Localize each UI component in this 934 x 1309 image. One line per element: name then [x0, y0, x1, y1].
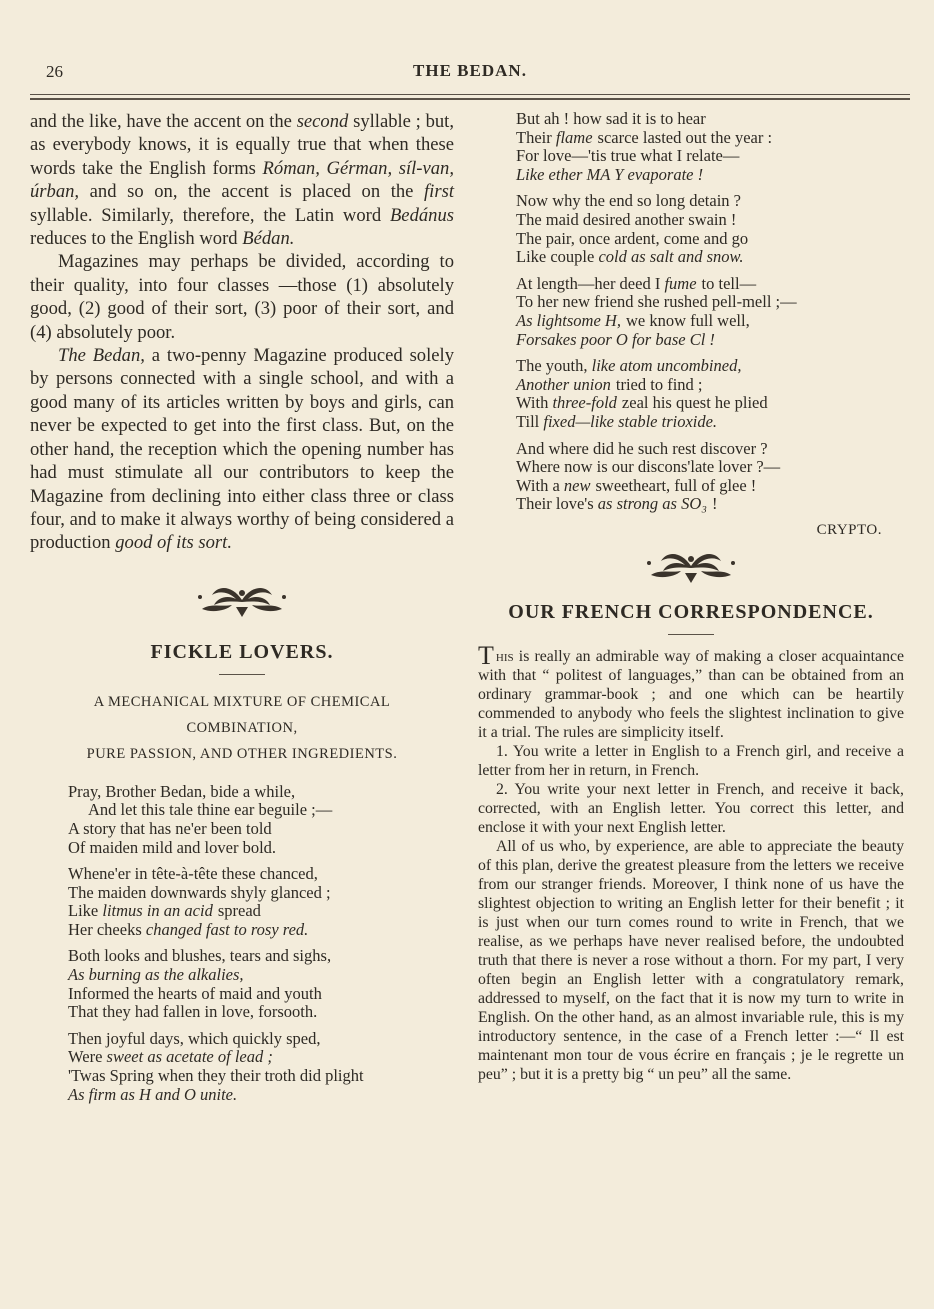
text-run: Her cheeks [68, 919, 146, 939]
italic-text-run: Róman, Gérman, síl-van, úrban, [30, 157, 454, 203]
poem-line [516, 129, 904, 148]
text-run: For love—'tis true what I relate— [516, 146, 740, 166]
editorial-paragraph [30, 110, 454, 250]
poem-subtitle [30, 689, 454, 767]
poem-line [68, 1030, 454, 1049]
italic-text-run: second [296, 111, 349, 132]
text-run: zeal his quest he plied [621, 393, 768, 413]
editorial-paragraph [30, 344, 454, 555]
text-run: ! [711, 494, 718, 514]
text-run: Of maiden mild and lover bold. [68, 837, 277, 857]
text-run: a two-penny Magazine produced solely by persons connected with a single school, and with a good many of its articles written by boys and girls, can never be expected to get into the first class. But, on the other hand, the reception which the opening number has had must stimulate all our contributors to keep the Magazine from declining into either class three or class four, and to make it always worthy of being considered a production [30, 345, 454, 554]
poem-line [516, 192, 904, 211]
poem-stanza [516, 192, 904, 266]
poem-line [516, 230, 904, 249]
poem-line [516, 211, 904, 230]
poem-line [516, 458, 904, 477]
italic-text-run: fume [664, 273, 697, 293]
italic-text-run: Bédan. [242, 228, 295, 250]
italic-text-run: sweet as acetate of lead ; [106, 1047, 273, 1067]
text-run: and so on, the accent is placed on the [79, 181, 425, 203]
italic-text-run: as strong as SO₃ [597, 494, 707, 514]
italic-text-run: first [424, 181, 454, 203]
paragraph-text: is really an admirable way of making a closer acquaintance with that “ politest of languages,” than can be obtained from an ordinary grammar-book ; and one which can be heartily commended to anybody who feels the slightest inclination to give it a trial. The rules are simplicity itself. [478, 647, 904, 741]
fleuron-ornament-icon [641, 545, 741, 587]
text-run: scarce lasted out the year : [597, 127, 773, 147]
poem-line [516, 376, 904, 395]
left-column [30, 110, 454, 1112]
text-run: Now why the end so long detain ? [516, 191, 741, 211]
poem-line [68, 865, 454, 884]
poem-line [68, 1003, 454, 1022]
poem-line [68, 902, 454, 921]
italic-text-run: As burning as the alkalies, [68, 965, 244, 985]
poem-line [68, 985, 454, 1004]
poem-stanza [516, 357, 904, 431]
poem-line [68, 801, 454, 820]
poem-line [516, 477, 904, 496]
drop-cap: T [478, 640, 494, 670]
poem-subtitle-line: PURE PASSION, AND OTHER INGREDIENTS. [86, 745, 398, 762]
text-run: Informed the hearts of maid and youth [68, 983, 322, 1003]
text-run: Like couple [516, 247, 599, 267]
italic-text-run: changed fast to rosy red. [145, 919, 309, 939]
italic-text-run: three-fold [552, 393, 617, 413]
poem-line [68, 884, 454, 903]
italic-text-run: litmus in an acid [102, 901, 213, 921]
italic-text-run: Like ether MA Y evaporate ! [516, 164, 704, 184]
text-run: reduces to the English word [30, 228, 243, 250]
text-run: Pray, Brother Bedan, bide a while, [68, 781, 296, 801]
text-run: Their [516, 127, 556, 147]
italic-text-run: Another union [516, 374, 611, 394]
poem-line [516, 331, 904, 350]
poem-line [68, 820, 454, 839]
poem-line [516, 110, 904, 129]
page-number: 26 [46, 62, 63, 81]
text-run: we know full well, [625, 310, 750, 330]
text-run: With [516, 393, 553, 413]
section-title: OUR FRENCH CORRESPONDENCE. [508, 600, 874, 623]
text-run: Magazines may perhaps be divided, according to their quality, into four classes —those (1) absolutely good, (2) good of their sort, (3) poor of their sort, and (4) absolutely poor. [30, 251, 454, 343]
poem-line [516, 413, 904, 432]
text-run: The maiden downwards shyly glanced ; [68, 882, 331, 902]
text-run: Like [68, 901, 103, 921]
text-run: Both looks and blushes, tears and sighs, [68, 946, 332, 966]
poem-line [68, 839, 454, 858]
poem-stanza [68, 865, 454, 939]
article-paragraph [478, 640, 904, 742]
poem-stanza [68, 947, 454, 1021]
text-run: The pair, once ardent, come and go [516, 228, 749, 248]
text-run: tried to find ; [615, 374, 703, 394]
poem-stanza [68, 783, 454, 857]
poem-line [516, 166, 904, 185]
header-rule-thick [30, 98, 910, 100]
poem-subtitle-line: A MECHANICAL MIXTURE OF CHEMICAL [93, 693, 391, 710]
right-column [478, 110, 904, 1084]
poem-line [68, 1048, 454, 1067]
poem-stanza [68, 1030, 454, 1104]
text-run: To her new friend she rushed pell-mell ;— [516, 292, 797, 312]
correspondence-article [478, 640, 904, 1084]
poem-stanzas [30, 783, 454, 1105]
poem-line [516, 147, 904, 166]
poem-stanza [516, 110, 904, 184]
poem-line [68, 1067, 454, 1086]
italic-text-run: new [563, 475, 591, 495]
editorial-paragraph [30, 250, 454, 344]
text-run: 'Twas Spring when they their troth did plight [68, 1066, 364, 1086]
poem-stanza [516, 440, 904, 514]
poem-stanza [516, 275, 904, 349]
italic-text-run: The Bedan, [58, 345, 145, 367]
italic-text-run: cold as salt and snow. [598, 247, 744, 267]
text-run: The youth, [516, 356, 592, 376]
poem-signature: CRYPTO. [816, 521, 882, 538]
italic-text-run: flame [555, 127, 593, 147]
text-run: Their love's [516, 494, 598, 514]
text-run: Where now is our discons'late lover ?— [516, 457, 781, 477]
article-paragraph: 1. You write a letter in English to a French girl, and receive a letter from her in return, in French. [478, 742, 904, 779]
text-run: At length—her deed I [516, 273, 665, 293]
poem-continuation [478, 110, 904, 514]
poem-line [516, 495, 904, 514]
fleuron-ornament-icon [192, 579, 292, 621]
poem-subtitle-line: COMBINATION, [186, 719, 298, 736]
editorial-text [30, 110, 454, 555]
article-paragraph: All of us who, by experience, are able to appreciate the beauty of this plan, derive the greatest pleasure from the letters we receive from our stranger friends. Moreover, I think none of us have the slightest objection to writing an English letter for their benefit ; it is just when our turn comes round to write in French, that we realise, as we perhaps have never realised before, the undoubted truth that there is never a rose without a thorn. For my part, I very often begin an English letter with a congratulatory remark, addressed to myself, on the fact that it is now my turn to write in English. On the other hand, as an almost invariable rule, this is my introductory sentence, in the case of a French letter :—“ Il est maintenant mon tour de vous écrire en français ; je le regrette un peu” ; but it is a pretty big “ un peu” all the same. [478, 837, 904, 1083]
header-rule-thin [30, 94, 910, 95]
poem-line [516, 312, 904, 331]
italic-text-run: Forsakes poor O for base Cl ! [516, 329, 715, 349]
poem-line [68, 947, 454, 966]
italic-text-run: like atom uncombined, [591, 356, 742, 376]
poem-line [68, 921, 454, 940]
text-run: And let this tale thine ear beguile ;— [88, 800, 333, 820]
text-run: That they had fallen in love, forsooth. [68, 1002, 318, 1022]
text-run: Were [68, 1047, 107, 1067]
poem-line [516, 293, 904, 312]
poem-title: FICKLE LOVERS. [150, 640, 334, 663]
poem-line [516, 357, 904, 376]
poem-line [516, 394, 904, 413]
text-run: With a [516, 475, 564, 495]
italic-text-run: As firm as H and O unite. [68, 1084, 238, 1104]
italic-text-run: fixed—like stable trioxide. [543, 411, 718, 431]
poem-line [68, 1086, 454, 1105]
italic-text-run: Bedánus [389, 204, 454, 226]
text-run: and the like, have the accent on the [30, 111, 297, 132]
text-run: syllable ; but, as everybody knows, it is equally true that when these words take the English forms [30, 111, 454, 179]
opening-smallcaps: his [495, 647, 514, 665]
text-run: syllable. Similarly, therefore, the Latin word [30, 204, 390, 226]
poem-line [516, 440, 904, 459]
poem-line [516, 275, 904, 294]
text-run: The maid desired another swain ! [516, 209, 737, 229]
text-run: spread [217, 901, 261, 921]
poem-line [68, 783, 454, 802]
poem-line [68, 966, 454, 985]
text-run: Then joyful days, which quickly sped, [68, 1028, 321, 1048]
page-header [30, 58, 910, 88]
text-run: to tell— [701, 273, 757, 293]
article-paragraph: 2. You write your next letter in French, and receive it back, corrected, with an English letter. You correct this letter, and enclose it with your next English letter. [478, 780, 904, 836]
text-run: And where did he such rest discover ? [516, 438, 768, 458]
italic-text-run: good of its sort. [115, 532, 232, 554]
text-run: sweetheart, full of glee ! [595, 475, 757, 495]
italic-text-run: As lightsome H, [516, 310, 621, 330]
text-run: Whene'er in tête-à-tête these chanced, [68, 864, 318, 884]
running-title: THE BEDAN. [413, 61, 527, 80]
text-run: Till [516, 411, 544, 431]
text-run: But ah ! how sad it is to hear [516, 109, 706, 128]
poem-line [516, 248, 904, 267]
text-run: A story that has ne'er been told [68, 818, 272, 838]
